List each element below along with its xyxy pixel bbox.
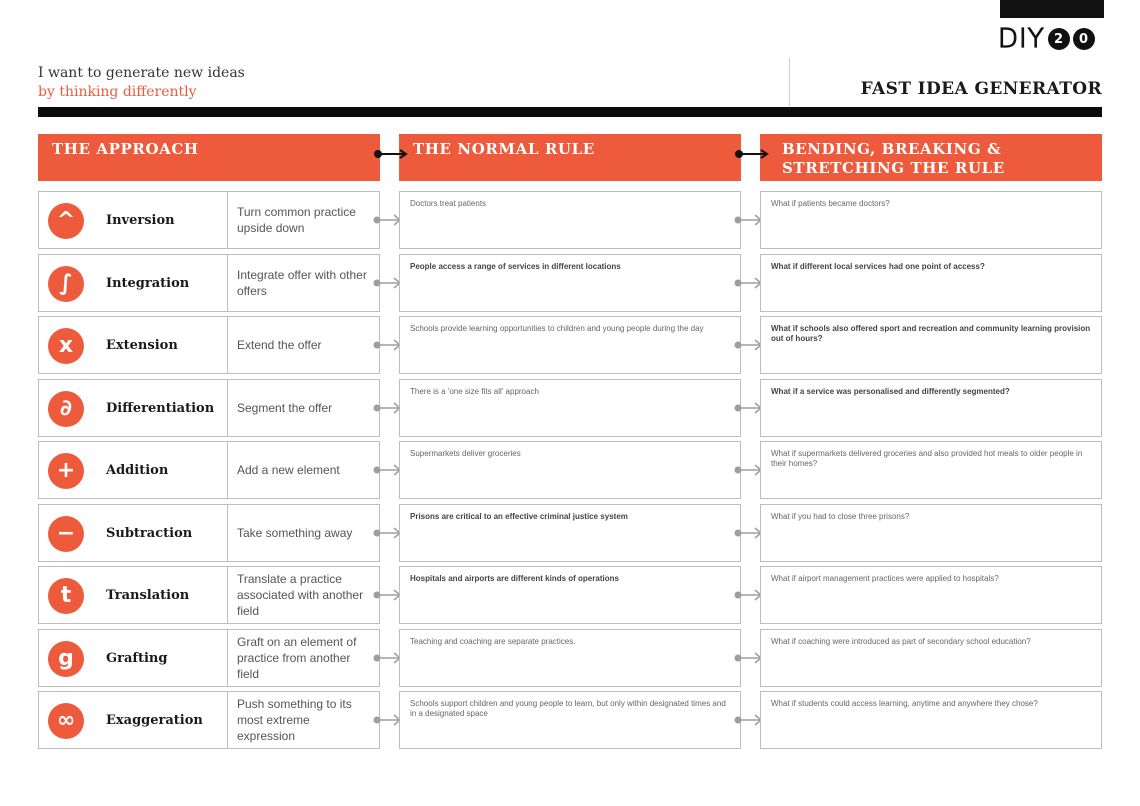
- approach-cell: [38, 566, 380, 624]
- partial-icon: ∂: [48, 391, 84, 427]
- header-arrow-icon-2: [734, 149, 772, 159]
- bending-rule-text: What if patients became doctors?: [771, 199, 890, 208]
- bending-rule-cell: [760, 441, 1102, 499]
- approach-name: Grafting: [106, 650, 168, 666]
- cell-divider: [227, 692, 228, 748]
- column-header-bending-line-1: BENDING, BREAKING &: [782, 140, 1002, 158]
- bending-rule-cell: [760, 379, 1102, 437]
- table-row: [0, 316, 1140, 374]
- approach-cell: [38, 504, 380, 562]
- normal-rule-cell: [399, 254, 741, 312]
- caret-icon: ^: [48, 203, 84, 239]
- normal-rule-text: There is a 'one size fits all' approach: [410, 387, 539, 396]
- table-row: [0, 691, 1140, 749]
- bending-rule-text: What if you had to close three prisons?: [771, 512, 910, 521]
- approach-description: Turn common practice upside down: [237, 205, 356, 235]
- normal-rule-text: People access a range of services in different locations: [410, 262, 621, 271]
- normal-rule-text: Teaching and coaching are separate practices.: [410, 637, 576, 646]
- approach-name: Translation: [106, 587, 190, 603]
- bending-rule-text: What if different local services had one point of access?: [771, 262, 985, 271]
- column-header-bending-line-2: STRETCHING THE RULE: [782, 159, 1005, 177]
- integral-icon: ∫: [48, 266, 84, 302]
- normal-rule-cell: [399, 441, 741, 499]
- normal-rule-cell: [399, 316, 741, 374]
- page-title: FAST IDEA GENERATOR: [860, 79, 1102, 99]
- normal-rule-text: Schools support children and young people to learn, but only within designated times and in a designated space: [410, 699, 726, 718]
- approach-description: Add a new element: [237, 463, 340, 477]
- approach-cell: [38, 316, 380, 374]
- approach-description: Extend the offer: [237, 338, 322, 352]
- bending-rule-text: What if schools also offered sport and recreation and community learning provision out of hours?: [771, 324, 1091, 343]
- approach-description: Translate a practice associated with another field: [237, 572, 364, 618]
- letter-t-icon: t: [48, 578, 84, 614]
- normal-rule-text: Hospitals and airports are different kinds of operations: [410, 574, 619, 583]
- approach-cell: [38, 379, 380, 437]
- approach-description: Integrate offer with other offers: [237, 268, 367, 298]
- approach-cell: [38, 691, 380, 749]
- normal-rule-cell: [399, 629, 741, 687]
- column-header-approach: THE APPROACH: [38, 134, 380, 181]
- approach-cell: [38, 254, 380, 312]
- intro-line-2: by thinking differently: [38, 84, 197, 100]
- header-rule: [38, 107, 1102, 117]
- cell-divider: [227, 317, 228, 373]
- cell-divider: [227, 630, 228, 686]
- intro-line-1: I want to generate new ideas: [38, 65, 245, 81]
- approach-name: Differentiation: [106, 400, 215, 416]
- approach-description: Push something to its most extreme expression: [237, 697, 352, 743]
- column-header-bending: [760, 134, 1102, 181]
- bending-rule-text: What if a service was personalised and differently segmented?: [771, 387, 1010, 396]
- approach-cell: [38, 629, 380, 687]
- logo-digit-2: 2: [1048, 28, 1070, 50]
- normal-rule-cell: [399, 191, 741, 249]
- normal-rule-cell: [399, 566, 741, 624]
- table-row: [0, 191, 1140, 249]
- times-icon: x: [48, 328, 84, 364]
- header-arrow-icon-1: [373, 149, 411, 159]
- approach-cell: [38, 441, 380, 499]
- letter-g-icon: g: [48, 641, 84, 677]
- bending-rule-cell: [760, 316, 1102, 374]
- minus-icon: −: [48, 516, 84, 552]
- approach-name: Addition: [106, 462, 169, 478]
- bending-rule-text: What if airport management practices were applied to hospitals?: [771, 574, 999, 583]
- bending-rule-text: What if coaching were introduced as part of secondary school education?: [771, 637, 1031, 646]
- table-row: [0, 504, 1140, 562]
- bending-rule-cell: [760, 254, 1102, 312]
- bending-rule-cell: [760, 191, 1102, 249]
- normal-rule-cell: [399, 691, 741, 749]
- diy-logo: [998, 24, 1095, 54]
- bending-rule-cell: [760, 504, 1102, 562]
- normal-rule-cell: [399, 379, 741, 437]
- approach-name: Integration: [106, 275, 190, 291]
- approach-name: Inversion: [106, 212, 175, 228]
- normal-rule-text: Prisons are critical to an effective criminal justice system: [410, 512, 628, 521]
- cell-divider: [227, 255, 228, 311]
- approach-description: Graft on an element of practice from another field: [237, 635, 357, 681]
- approach-description: Segment the offer: [237, 401, 333, 415]
- logo-digit-0: 0: [1073, 28, 1095, 50]
- top-black-bar: [1000, 0, 1104, 18]
- approach-name: Extension: [106, 337, 178, 353]
- plus-icon: +: [48, 453, 84, 489]
- cell-divider: [227, 442, 228, 498]
- logo-letters: DIY: [998, 24, 1045, 54]
- table-row: [0, 629, 1140, 687]
- normal-rule-text: Supermarkets deliver groceries: [410, 449, 521, 458]
- cell-divider: [227, 192, 228, 248]
- approach-cell: [38, 191, 380, 249]
- cell-divider: [227, 380, 228, 436]
- bending-rule-cell: [760, 566, 1102, 624]
- approach-description: Take something away: [237, 526, 353, 540]
- table-row: [0, 379, 1140, 437]
- bending-rule-text: What if students could access learning, anytime and anywhere they chose?: [771, 699, 1038, 708]
- column-header-normal-rule: THE NORMAL RULE: [399, 134, 741, 181]
- bending-rule-text: What if supermarkets delivered groceries and also provided hot meals to older people in their homes?: [771, 449, 1083, 468]
- bending-rule-cell: [760, 629, 1102, 687]
- approach-name: Exaggeration: [106, 712, 203, 728]
- infinity-icon: ∞: [48, 703, 84, 739]
- table-row: [0, 566, 1140, 624]
- normal-rule-cell: [399, 504, 741, 562]
- approach-name: Subtraction: [106, 525, 193, 541]
- table-row: [0, 254, 1140, 312]
- bending-rule-cell: [760, 691, 1102, 749]
- normal-rule-text: Doctors treat patients: [410, 199, 487, 208]
- intro-text: [38, 64, 245, 102]
- cell-divider: [227, 567, 228, 623]
- table-row: [0, 441, 1140, 499]
- cell-divider: [227, 505, 228, 561]
- normal-rule-text: Schools provide learning opportunities to children and young people during the day: [410, 324, 704, 333]
- header-divider: [789, 58, 790, 106]
